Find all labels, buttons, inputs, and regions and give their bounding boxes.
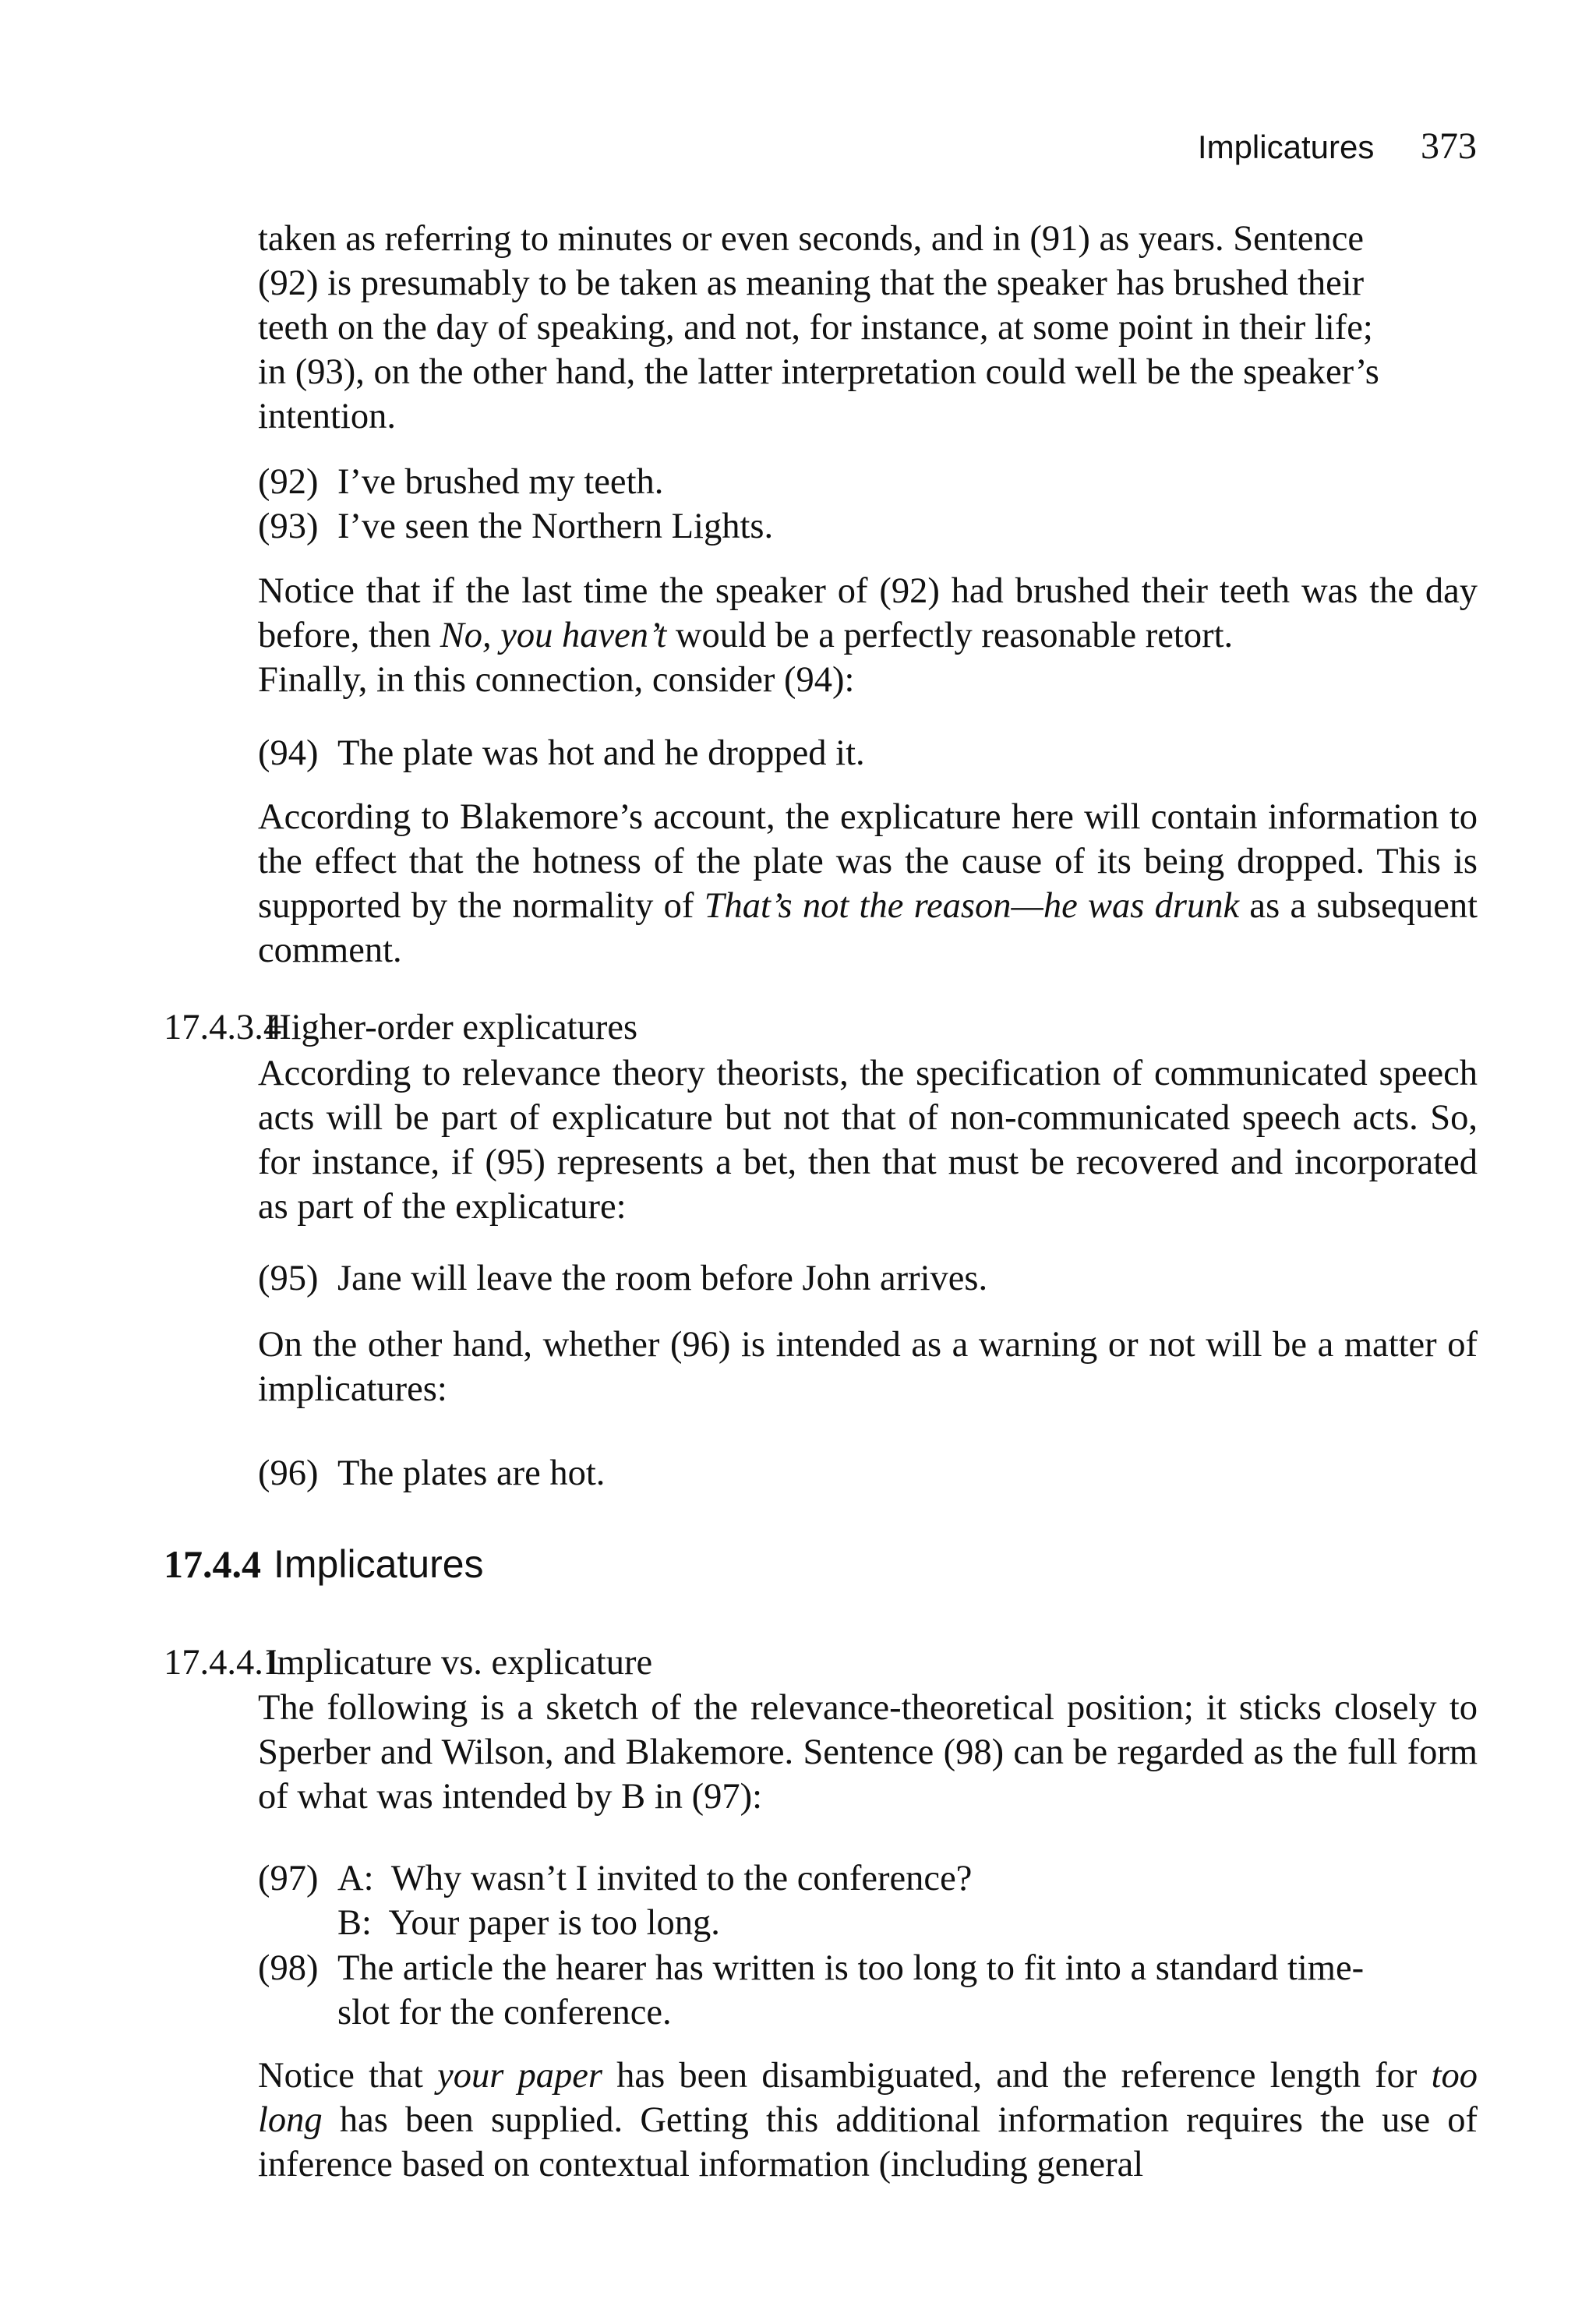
example-92	[258, 460, 1478, 504]
p7-text-c: has been supplied. Getting this additional information requires the use of inference based on contextual information (including general	[258, 2100, 1478, 2184]
section-number: 17.4.4	[164, 1542, 261, 1586]
p2-text-b: would be a perfectly reasonable retort.	[666, 616, 1234, 655]
subsection-number: 17.4.3.4	[164, 1008, 282, 1047]
example-number: (96)	[258, 1453, 319, 1493]
example-text: The plate was hot and he dropped it.	[337, 733, 865, 773]
example-number: (93)	[258, 507, 319, 546]
example-number: (94)	[258, 733, 319, 773]
p1-line: intention.	[258, 397, 396, 436]
paragraph-7	[258, 2054, 1478, 2187]
p2-text-c: Finally, in this connection, consider (94):	[258, 660, 855, 700]
example-text: Jane will leave the room before John arrives.	[337, 1259, 988, 1298]
example-line-b: B: Your paper is too long.	[337, 1903, 720, 1943]
paragraph-6: The following is a sketch of the relevance-theoretical position; it sticks closely to Sperber and Wilson, and Blakemore. Sentence (98) can be regarded as the full form of what was intended by B in (97):	[258, 1688, 1478, 1817]
p2-emphasis: No, you haven’t	[440, 616, 667, 655]
p3-emphasis: That’s not the reason—he was drunk	[704, 886, 1240, 926]
paragraph-4: According to relevance theory theorists, the specification of communicated speech acts will be part of explicature but not that of non-communicated speech acts. So, for instance, if (95) represents a bet, then that must be recovered and incorporated as part of the explicature:	[258, 1054, 1478, 1227]
subsection-title: Higher-order explicatures	[265, 1008, 638, 1047]
example-number: (95)	[258, 1259, 319, 1298]
example-continuation: slot for the conference.	[337, 1993, 672, 2032]
example-text: I’ve brushed my teeth.	[337, 462, 664, 502]
subsection-title: Implicature vs. explicature	[265, 1643, 653, 1683]
example-97	[258, 1856, 1478, 1945]
example-93	[258, 504, 1478, 549]
p7-text-b: has been disambiguated, and the reference length for	[602, 2056, 1432, 2096]
example-text: I’ve seen the Northern Lights.	[337, 507, 774, 546]
example-number: (97)	[258, 1859, 319, 1898]
paragraph-3	[258, 795, 1478, 973]
example-95	[258, 1256, 1478, 1301]
p7-emphasis-2: too long	[258, 2056, 1478, 2140]
section-heading-17-4-4	[164, 1541, 484, 1587]
example-number: (92)	[258, 462, 319, 502]
p1-line: (92) is presumably to be taken as meaning that the speaker has brushed their	[258, 263, 1365, 303]
p1-line: taken as referring to minutes or even seconds, and in (91) as years. Sentence	[258, 219, 1365, 259]
p3-text-a: According to Blakemore’s account, the explicature here will contain information to the effect that the hotness of the plate was the cause of its being dropped. This is supported by the normality of	[258, 797, 1478, 926]
example-94	[258, 731, 1478, 775]
p7-emphasis-1: your paper	[437, 2056, 602, 2096]
running-header	[1198, 125, 1477, 168]
subsection-heading-17-4-3-4	[164, 1005, 637, 1050]
example-96	[258, 1451, 1478, 1496]
subsection-number: 17.4.4.1	[164, 1643, 282, 1683]
example-line-a: A: Why wasn’t I invited to the conference?	[337, 1859, 973, 1898]
p1-line: in (93), on the other hand, the latter interpretation could well be the speaker’s	[258, 352, 1379, 392]
paragraph-2	[258, 569, 1478, 702]
example-text: The plates are hot.	[337, 1453, 606, 1493]
p7-text-a: Notice that	[258, 2056, 438, 2096]
section-title: Implicatures	[274, 1542, 484, 1586]
example-98	[258, 1946, 1478, 2035]
example-number: (98)	[258, 1948, 319, 1988]
p3-text-b: as a subsequent comment.	[258, 886, 1478, 970]
example-text: The article the hearer has written is too long to fit into a standard time-	[337, 1948, 1365, 1988]
p1-line: teeth on the day of speaking, and not, for instance, at some point in their life;	[258, 308, 1373, 348]
subsection-heading-17-4-4-1	[164, 1640, 652, 1685]
p2-text-a: Notice that if the last time the speaker of (92) had brushed their teeth was the day before, then	[258, 571, 1478, 655]
running-title: Implicatures	[1197, 129, 1375, 165]
paragraph-5: On the other hand, whether (96) is intended as a warning or not will be a matter of implicatures:	[258, 1325, 1478, 1409]
paragraph-1	[258, 217, 1478, 439]
page-number: 373	[1421, 125, 1477, 167]
